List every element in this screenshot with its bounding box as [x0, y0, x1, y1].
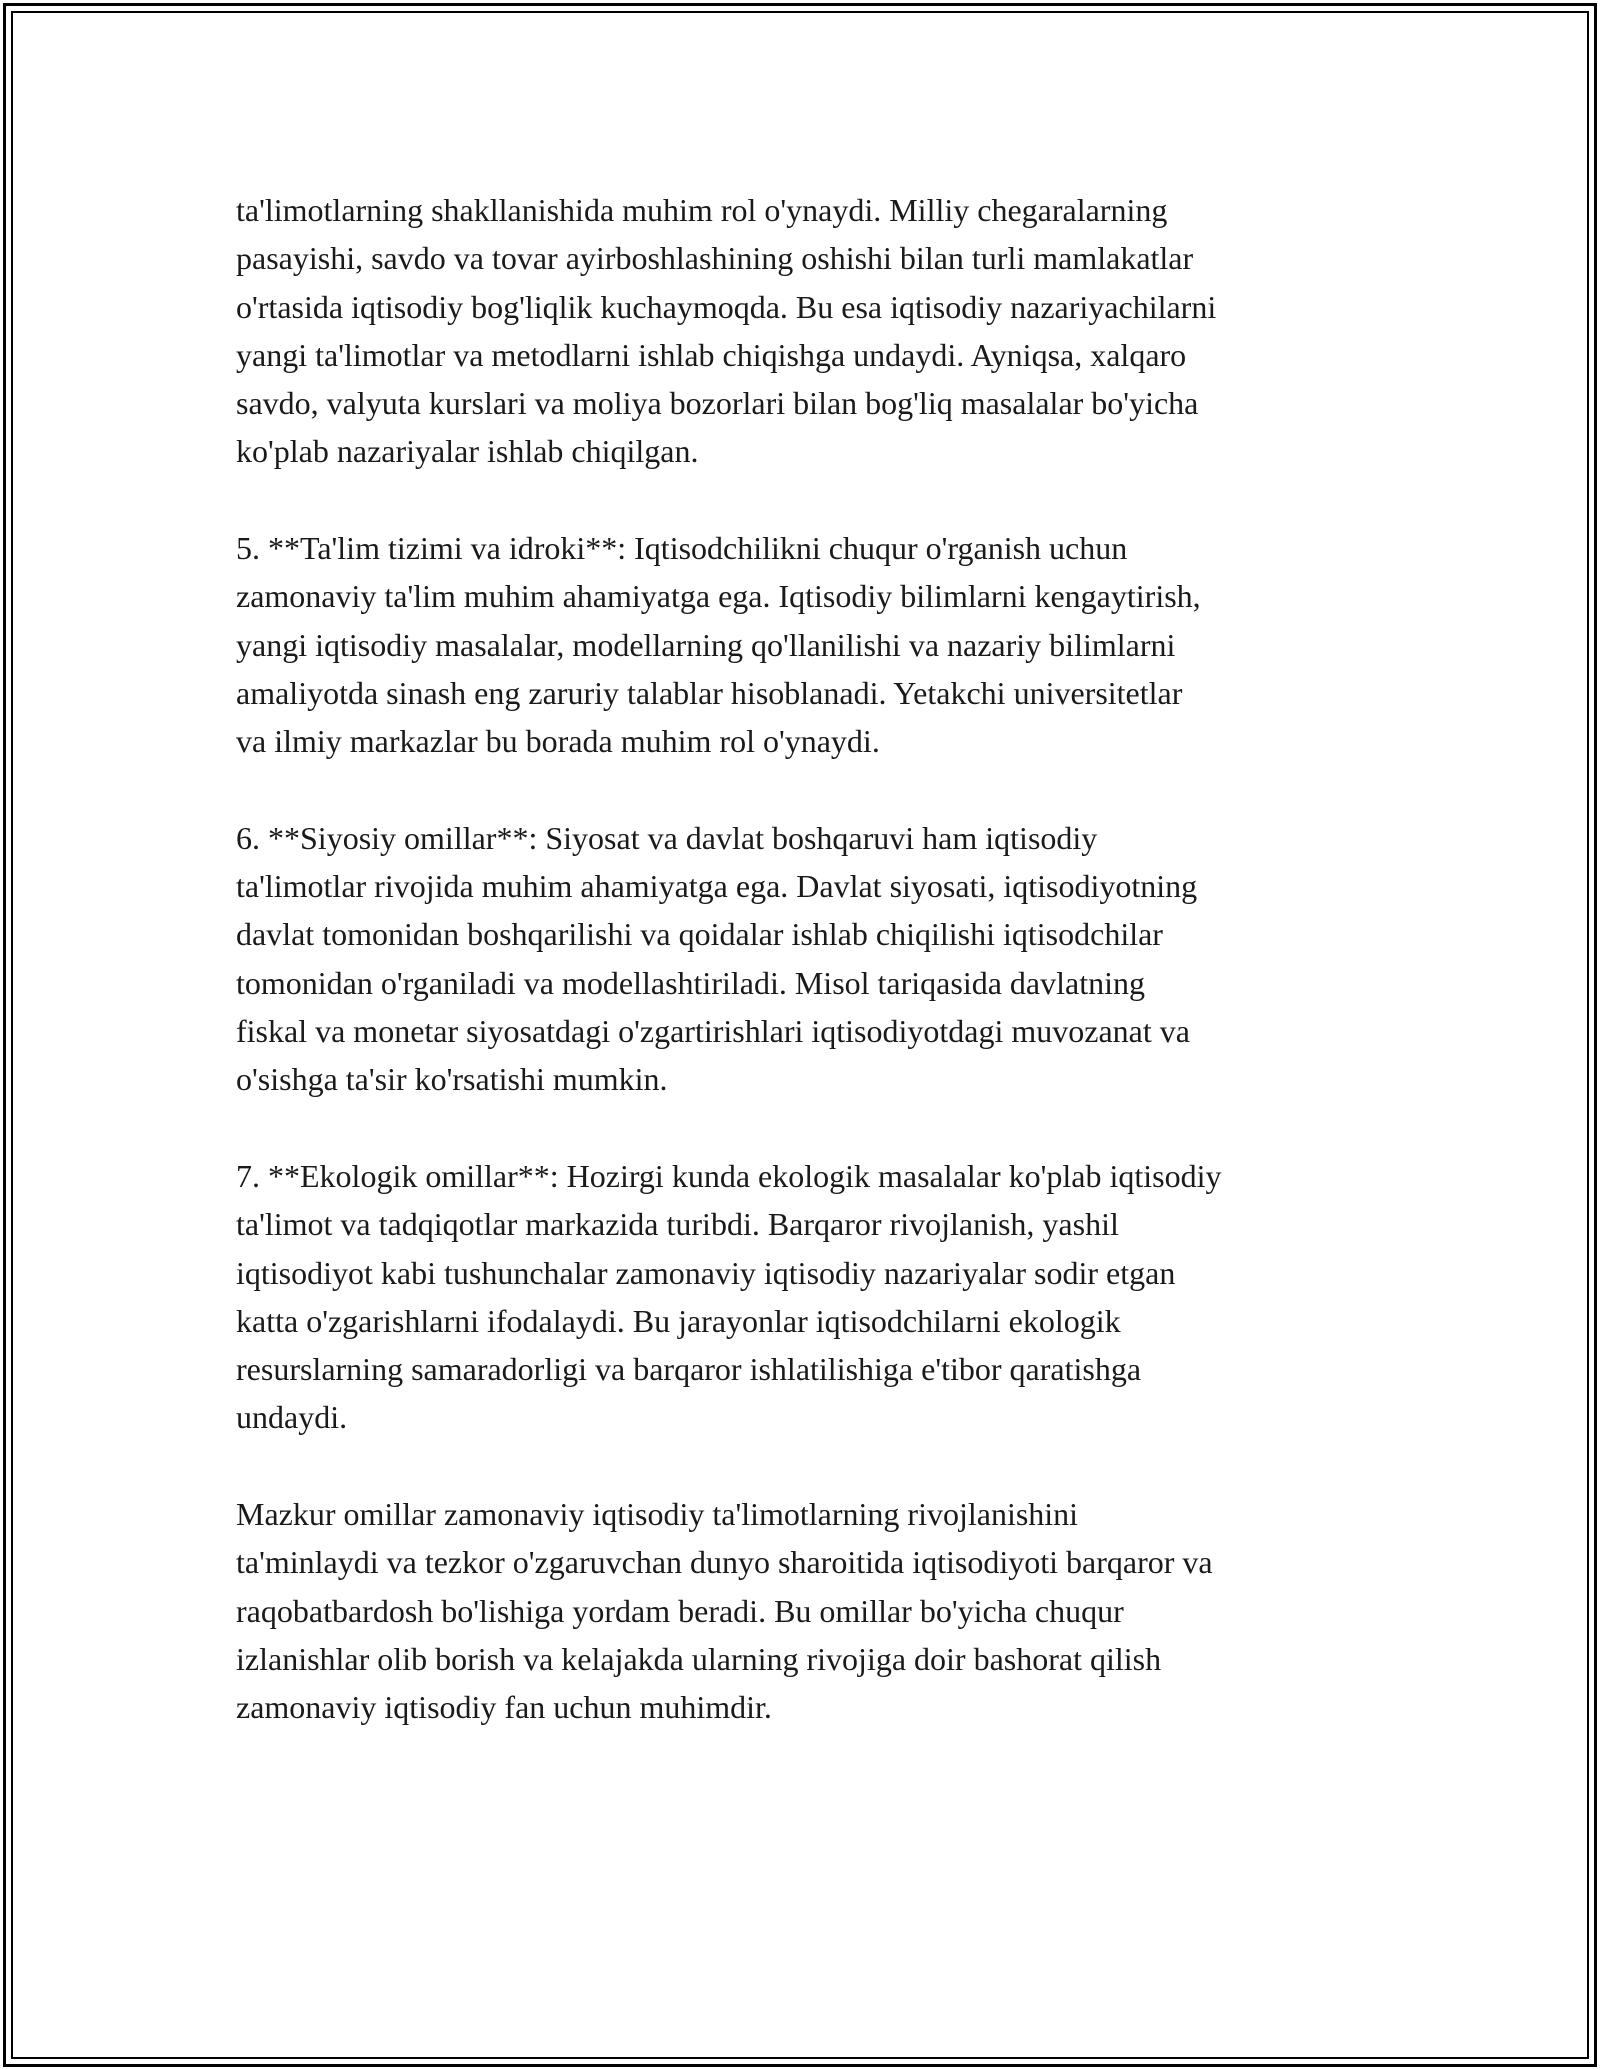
text-line: ta'limot va tadqiqotlar markazida turibdi. Barqaror rivojlanish, yashil: [236, 1206, 1119, 1243]
text-line: 6. **Siyosiy omillar**: Siyosat va davlat boshqaruvi ham iqtisodiy: [236, 819, 1098, 856]
text-line: ta'minlaydi va tezkor o'zgaruvchan dunyo sharoitida iqtisodiyoti barqaror va: [236, 1544, 1213, 1581]
paragraph-intro: [236, 186, 1386, 476]
paragraph-item-7: [236, 1152, 1386, 1442]
text-line: 7. **Ekologik omillar**: Hozirgi kunda ekologik masalalar ko'plab iqtisodiy: [236, 1157, 1222, 1194]
text-line: 5. **Ta'lim tizimi va idroki**: Iqtisodchilikni chuqur o'rganish uchun: [236, 530, 1128, 567]
paragraph-conclusion: [236, 1490, 1386, 1731]
text-line: ta'limotlar rivojida muhim ahamiyatga ega. Davlat siyosati, iqtisodiyotning: [236, 868, 1198, 905]
text-line: zamonaviy iqtisodiy fan uchun muhimdir.: [236, 1689, 772, 1726]
text-line: o'rtasida iqtisodiy bog'liqlik kuchaymoqda. Bu esa iqtisodiy nazariyachilarni: [236, 288, 1217, 325]
text-line: zamonaviy ta'lim muhim ahamiyatga ega. Iqtisodiy bilimlarni kengaytirish,: [236, 578, 1201, 615]
text-line: tomonidan o'rganiladi va modellashtiriladi. Misol tariqasida davlatning: [236, 964, 1145, 1001]
document-body: [236, 186, 1386, 1780]
text-line: savdo, valyuta kurslari va moliya bozorlari bilan bog'liq masalalar bo'yicha: [236, 385, 1199, 422]
text-line: o'sishga ta'sir ko'rsatishi mumkin.: [236, 1061, 668, 1098]
text-line: yangi iqtisodiy masalalar, modellarning qo'llanilishi va nazariy bilimlarni: [236, 626, 1176, 663]
text-line: davlat tomonidan boshqarilishi va qoidalar ishlab chiqilishi iqtisodchilar: [236, 916, 1163, 953]
text-line: Mazkur omillar zamonaviy iqtisodiy ta'limotlarning rivojlanishini: [236, 1496, 1079, 1533]
text-line: undaydi.: [236, 1399, 348, 1436]
text-line: raqobatbardosh bo'lishiga yordam beradi. Bu omillar bo'yicha chuqur: [236, 1592, 1124, 1629]
text-line: fiskal va monetar siyosatdagi o'zgartirishlari iqtisodiyotdagi muvozanat va: [236, 1013, 1190, 1050]
paragraph-item-5: [236, 524, 1386, 765]
text-line: amaliyotda sinash eng zaruriy talablar hisoblanadi. Yetakchi universitetlar: [236, 674, 1183, 711]
text-line: katta o'zgarishlarni ifodalaydi. Bu jarayonlar iqtisodchilarni ekologik: [236, 1302, 1121, 1339]
text-line: ta'limotlarning shakllanishida muhim rol o'ynaydi. Milliy chegaralarning: [236, 192, 1168, 228]
text-line: yangi ta'limotlar va metodlarni ishlab chiqishga undaydi. Ayniqsa, xalqaro: [236, 336, 1187, 373]
paragraph-item-6: [236, 814, 1386, 1104]
text-line: ko'plab nazariyalar ishlab chiqilgan.: [236, 433, 699, 470]
text-line: resurslarning samaradorligi va barqaror ishlatilishiga e'tibor qaratishga: [236, 1351, 1142, 1388]
text-line: va ilmiy markazlar bu borada muhim rol o'ynaydi.: [236, 723, 880, 760]
text-line: izlanishlar olib borish va kelajakda ularning rivojiga doir bashorat qilish: [236, 1640, 1162, 1677]
text-line: pasayishi, savdo va tovar ayirboshlashining oshishi bilan turli mamlakatlar: [236, 240, 1194, 277]
text-line: iqtisodiyot kabi tushunchalar zamonaviy iqtisodiy nazariyalar sodir etgan: [236, 1254, 1176, 1291]
